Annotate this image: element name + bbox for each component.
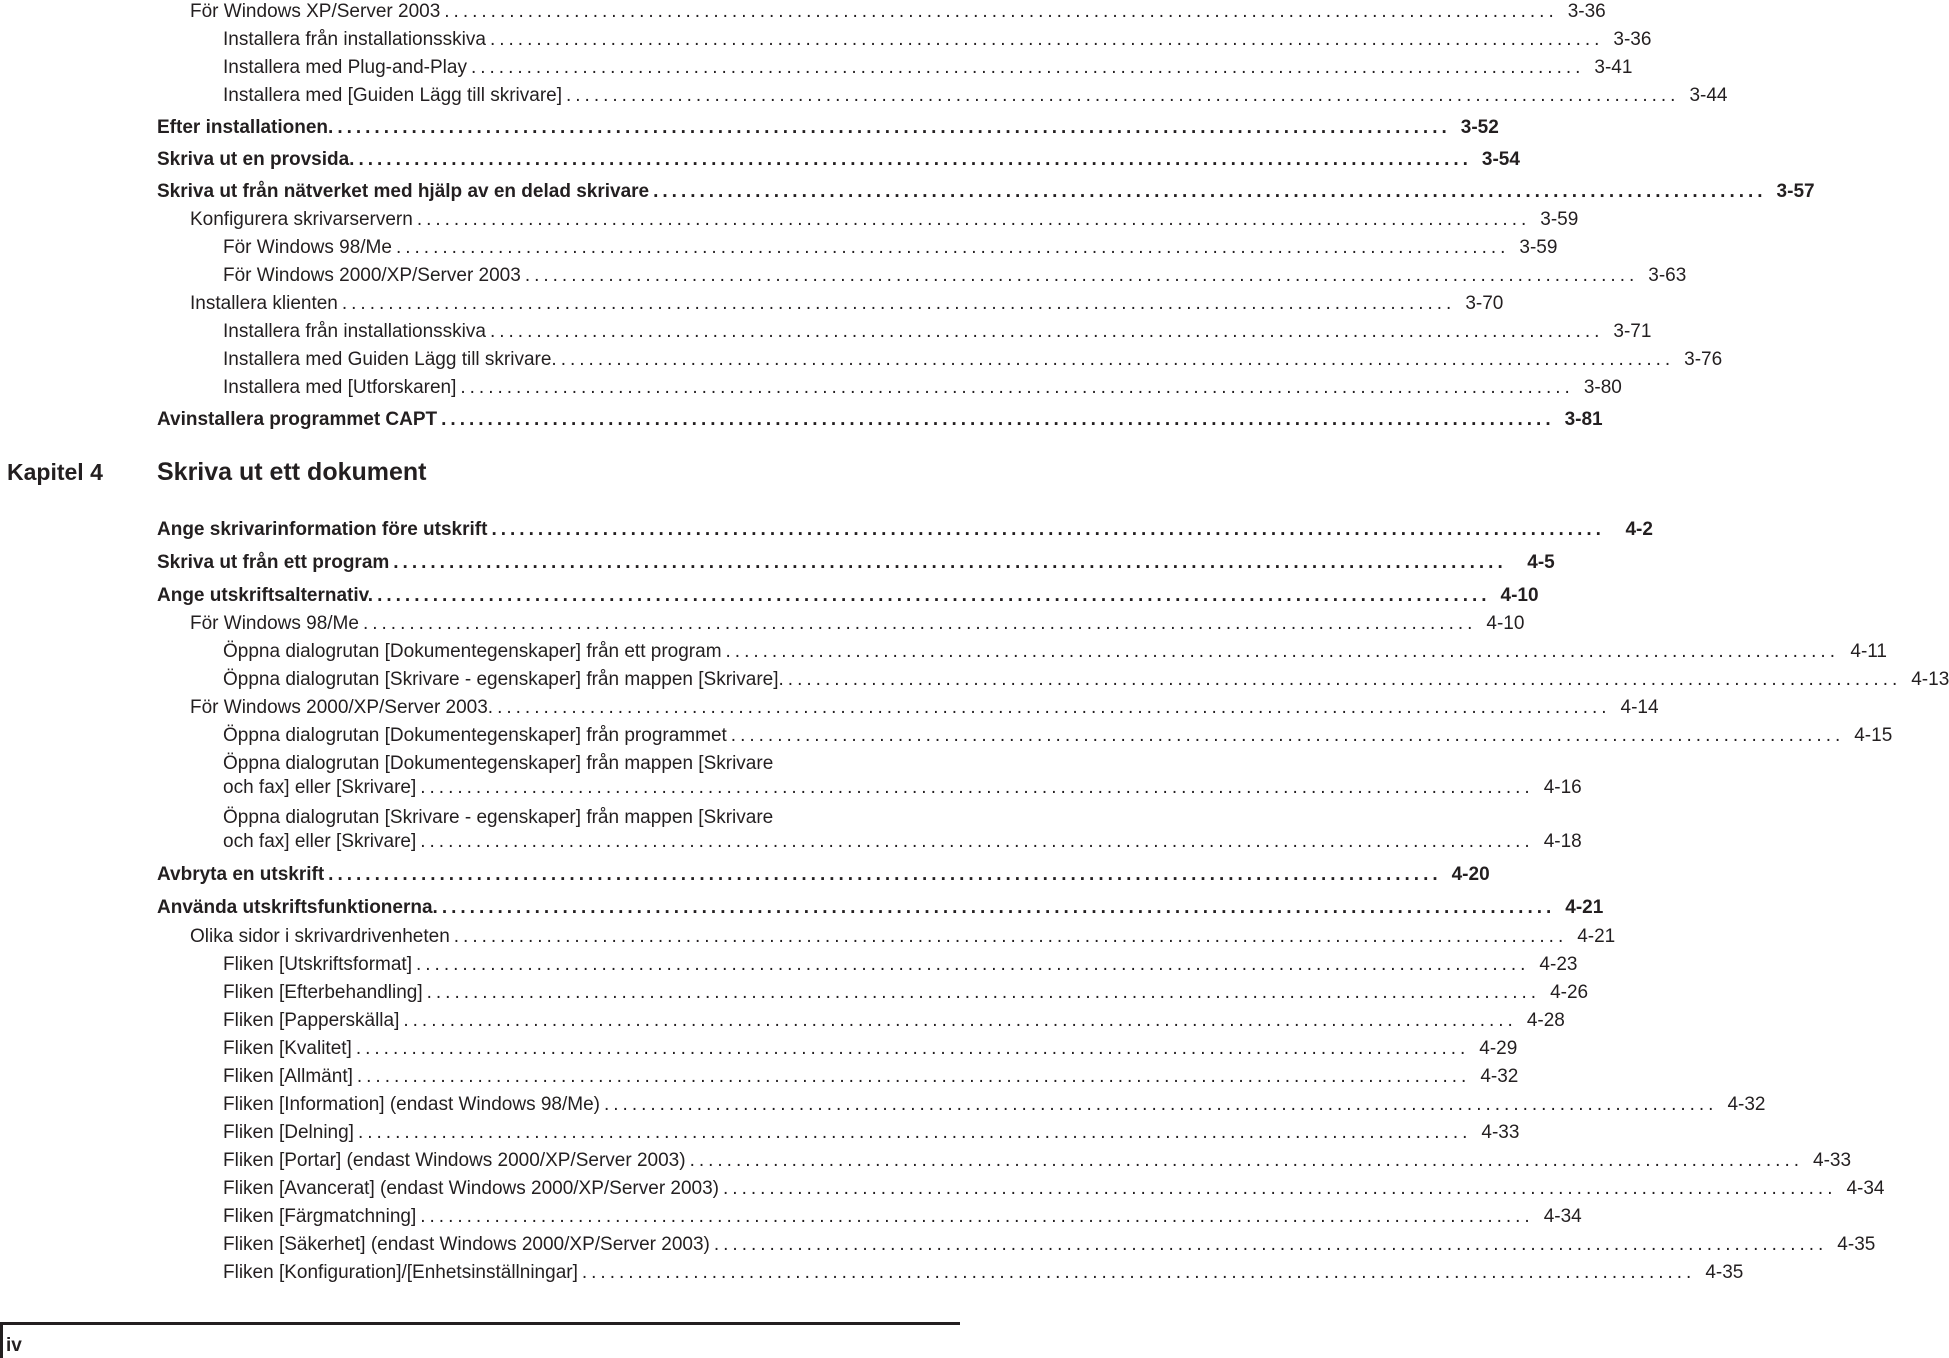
toc-entry[interactable] (223, 348, 1723, 372)
toc-entry[interactable] (223, 1121, 1520, 1145)
toc-entry-title: och fax] eller [Skrivare] (223, 831, 417, 852)
toc-entry-page: 4-33 (1481, 1122, 1520, 1143)
dot-leader: ........................................................................................................................ (444, 1, 1558, 22)
toc-entry-page: 3-80 (1583, 377, 1622, 398)
dot-leader: ........................................................................................................................ (489, 29, 1604, 50)
toc-entry[interactable] (223, 28, 1652, 52)
toc-entry-page: 3-57 (1776, 181, 1815, 202)
dot-leader: ........................................................................................................................ (497, 697, 1611, 718)
toc-entry[interactable] (223, 1037, 1518, 1061)
toc-entry-page: 3-81 (1564, 409, 1603, 430)
toc-entry[interactable] (157, 896, 1604, 920)
dot-leader: ........................................................................................................................ (415, 954, 1530, 975)
toc-entry[interactable] (190, 696, 1659, 720)
toc-entry-page: 4-5 (1527, 552, 1555, 573)
toc-entry-page: 4-20 (1451, 864, 1490, 885)
toc-entry-title: Skriva ut från nätverket med hjälp av en delad skrivare (157, 181, 650, 202)
toc-entry-title: Efter installationen. (157, 117, 334, 138)
dot-leader: ........................................................................................................................ (341, 293, 1456, 314)
toc-entry-title: och fax] eller [Skrivare] (223, 777, 417, 798)
toc-entry-page: 4-35 (1705, 1262, 1744, 1283)
toc-entry[interactable] (223, 1261, 1744, 1285)
toc-entry[interactable] (157, 518, 1653, 542)
dot-leader: ........................................................................................................................ (403, 1010, 1517, 1031)
dot-leader: ........................................................................................................................ (560, 349, 1675, 370)
toc-entry-title: För Windows 98/Me (190, 613, 359, 634)
toc-entry-title: Fliken [Färgmatchning] (223, 1206, 417, 1227)
toc-entry[interactable] (223, 376, 1622, 400)
dot-leader: ........................................................................................................................ (604, 1094, 1718, 1115)
toc-entry-page: 4-32 (1727, 1094, 1766, 1115)
toc-entry-title: Installera från installationsskiva (223, 321, 486, 342)
toc-entry-page: 4-32 (1480, 1066, 1519, 1087)
toc-entry-page: 4-16 (1543, 777, 1582, 798)
dot-leader: ........................................................................................................................ (470, 57, 1585, 78)
dot-leader: ........................................................................................................................ (787, 669, 1902, 690)
chapter-title: Skriva ut ett dokument (157, 458, 427, 486)
toc-entry[interactable] (190, 925, 1616, 949)
toc-entry[interactable] (223, 1093, 1766, 1117)
toc-entry-page: 3-71 (1613, 321, 1652, 342)
toc-entry-title: Skriva ut från ett program (157, 552, 390, 573)
toc-entry-page: 4-15 (1854, 725, 1893, 746)
dot-leader: ........................................................................................................................ (356, 1066, 1471, 1087)
toc-entry[interactable] (157, 148, 1520, 172)
dot-leader: ........................................................................................................................ (420, 1206, 1534, 1227)
footer-tick (0, 1322, 3, 1358)
toc-entry-title: Installera med Plug-and-Play (223, 57, 467, 78)
dot-leader: ........................................................................................................................ (426, 982, 1541, 1003)
toc-entry[interactable] (157, 180, 1815, 204)
toc-entry[interactable] (223, 264, 1687, 288)
dot-leader: ........................................................................................................................ (689, 1150, 1804, 1171)
toc-entry-title: Ange skrivarinformation före utskrift (157, 519, 488, 540)
dot-leader: ........................................................................................................................ (337, 117, 1451, 138)
dot-leader: ........................................................................................................................ (489, 321, 1604, 342)
toc-entry-title: Fliken [Avancerat] (endast Windows 2000/XP/Server 2003) (223, 1178, 720, 1199)
toc-entry-page: 4-33 (1813, 1150, 1852, 1171)
toc-entry-title: Fliken [Information] (endast Windows 98/Me) (223, 1094, 600, 1115)
toc-entry[interactable] (223, 1177, 1885, 1201)
dot-leader: ........................................................................................................................ (460, 377, 1574, 398)
toc-entry-page: 4-13 (1911, 669, 1949, 690)
toc-entry-title: Öppna dialogrutan [Dokumentegenskaper] från programmet (223, 725, 727, 746)
toc-entry-title: Konfigurera skrivarservern (190, 209, 413, 230)
toc-entry[interactable] (157, 408, 1603, 432)
toc-entry-page: 4-34 (1846, 1178, 1885, 1199)
toc-entry-page: 4-29 (1479, 1038, 1518, 1059)
dot-leader: ........................................................................................................................ (377, 585, 1491, 606)
toc-entry-title: Installera från installationsskiva (223, 29, 486, 50)
toc-entry-title: Olika sidor i skrivardrivenheten (190, 926, 450, 947)
toc-entry-title: Ange utskriftsalternativ. (157, 585, 374, 606)
toc-entry-title: Installera med [Utforskaren] (223, 377, 457, 398)
toc-entry-title: Fliken [Efterbehandling] (223, 982, 423, 1003)
toc-entry[interactable] (223, 752, 1582, 800)
toc-entry-title: Fliken [Delning] (223, 1122, 354, 1143)
toc-entry-page: 4-11 (1850, 641, 1887, 662)
dot-leader: ........................................................................................................................ (416, 209, 1531, 230)
dot-leader: ........................................................................................................................ (730, 725, 1845, 746)
dot-leader: ........................................................................................................................ (362, 613, 1477, 634)
toc-entry-title: Öppna dialogrutan [Dokumentegenskaper] från ett program (223, 641, 722, 662)
dot-leader: ........................................................................................................................ (524, 265, 1639, 286)
dot-leader: ........................................................................................................................ (653, 181, 1767, 202)
toc-entry[interactable] (223, 1065, 1519, 1089)
toc-entry-title: Fliken [Utskriftsformat] (223, 954, 412, 975)
dot-leader: ........................................................................................................................ (395, 237, 1510, 258)
toc-entry-page: 3-36 (1613, 29, 1652, 50)
toc-entry[interactable] (223, 1149, 1852, 1173)
dot-leader: ........................................................................................................................ (357, 1122, 1472, 1143)
toc-entry-title: Skriva ut en provsida. (157, 149, 355, 170)
dot-leader: ........................................................................................................................ (581, 1262, 1696, 1283)
dot-leader: ........................................................................................................................ (420, 777, 1534, 798)
toc-entry-page: 3-70 (1465, 293, 1504, 314)
toc-entry-page: 4-21 (1577, 926, 1616, 947)
toc-entry[interactable] (223, 1009, 1565, 1033)
toc-entry-title: För Windows 2000/XP/Server 2003 (223, 265, 521, 286)
dot-leader: ........................................................................................................................ (420, 831, 1534, 852)
toc-entry-title: Fliken [Portar] (endast Windows 2000/XP/Server 2003) (223, 1150, 686, 1171)
toc-entry-title: Fliken [Kvalitet] (223, 1038, 352, 1059)
toc-entry-page: 4-2 (1625, 519, 1653, 540)
dot-leader: ........................................................................................................................ (723, 1178, 1837, 1199)
toc-entry-page: 3-52 (1460, 117, 1499, 138)
toc-entry-title: För Windows XP/Server 2003 (190, 1, 441, 22)
dot-leader: ........................................................................................................................ (713, 1234, 1828, 1255)
toc-entry[interactable] (157, 116, 1499, 140)
dot-leader: ........................................................................................................................ (725, 641, 1839, 662)
toc-entry[interactable] (223, 1205, 1582, 1229)
dot-leader: ........................................................................................................................ (355, 1038, 1470, 1059)
dot-leader: ........................................................................................................................ (566, 85, 1680, 106)
toc-entry-title-line1: Öppna dialogrutan [Dokumentegenskaper] från mappen [Skrivare (223, 753, 774, 774)
dot-leader: ........................................................................................................................ (491, 519, 1605, 540)
toc-entry-page: 4-18 (1543, 831, 1582, 852)
toc-entry-page: 3-54 (1481, 149, 1520, 170)
page-number: iv (6, 1335, 22, 1356)
toc-entry[interactable] (190, 208, 1579, 232)
toc-entry[interactable] (223, 236, 1558, 260)
toc-entry-title: För Windows 98/Me (223, 237, 392, 258)
toc-entry-page: 4-34 (1543, 1206, 1582, 1227)
chapter-label: Kapitel 4 (7, 459, 103, 485)
toc-entry-title: Fliken [Säkerhet] (endast Windows 2000/XP/Server 2003) (223, 1234, 710, 1255)
dot-leader: ........................................................................................................................ (393, 552, 1507, 573)
toc-entry-title: Avinstallera programmet CAPT (157, 409, 438, 430)
toc-entry[interactable] (157, 551, 1555, 575)
toc-entry-page: 3-76 (1684, 349, 1723, 370)
toc-entry-page: 4-26 (1550, 982, 1589, 1003)
toc-entry-title: Avbryta en utskrift (157, 864, 325, 885)
toc-entry[interactable] (157, 863, 1490, 887)
toc-entry[interactable] (223, 84, 1728, 108)
dot-leader: ........................................................................................................................ (441, 409, 1555, 430)
toc-entry[interactable] (190, 292, 1504, 316)
toc-entry[interactable] (223, 640, 1887, 664)
toc-entry-page: 3-41 (1594, 57, 1633, 78)
dot-leader: ........................................................................................................................ (453, 926, 1568, 947)
toc-entry[interactable] (190, 0, 1606, 24)
toc-entry[interactable] (223, 981, 1589, 1005)
toc-entry-title: Öppna dialogrutan [Skrivare - egenskaper] från mappen [Skrivare]. (223, 669, 784, 690)
toc-entry-title: Använda utskriftsfunktionerna. (157, 897, 438, 918)
dot-leader: ........................................................................................................................ (328, 864, 1442, 885)
toc-entry-page: 3-63 (1648, 265, 1687, 286)
toc-entry-title: Installera med Guiden Lägg till skrivare. (223, 349, 557, 370)
toc-entry[interactable] (157, 584, 1539, 608)
toc-entry-title: Fliken [Konfiguration]/[Enhetsinställningar] (223, 1262, 578, 1283)
toc-entry[interactable] (223, 806, 1582, 854)
toc-entry-title-line1: Öppna dialogrutan [Skrivare - egenskaper] från mappen [Skrivare (223, 807, 774, 828)
dot-leader: ........................................................................................................................ (441, 897, 1556, 918)
toc-entry[interactable] (190, 612, 1525, 636)
toc-entry[interactable] (223, 668, 1949, 692)
toc-entry-title: Installera med [Guiden Lägg till skrivare] (223, 85, 562, 106)
toc-entry-page: 3-44 (1689, 85, 1728, 106)
toc-entry-title: Fliken [Papperskälla] (223, 1010, 400, 1031)
toc-entry-title: För Windows 2000/XP/Server 2003. (190, 697, 494, 718)
footer-rule (0, 1322, 960, 1325)
toc-entry-page: 4-35 (1837, 1234, 1876, 1255)
toc-entry-page: 4-21 (1565, 897, 1604, 918)
toc-entry-page: 4-10 (1486, 613, 1525, 634)
toc-entry-title: Fliken [Allmänt] (223, 1066, 353, 1087)
toc-entry-page: 4-14 (1620, 697, 1659, 718)
dot-leader: ........................................................................................................................ (358, 149, 1472, 170)
toc-entry[interactable] (223, 56, 1633, 80)
toc-entry[interactable] (223, 724, 1893, 748)
toc-entry-page: 3-59 (1519, 237, 1558, 258)
toc-entry[interactable] (223, 320, 1652, 344)
toc-entry-page: 4-10 (1500, 585, 1539, 606)
toc-entry-page: 3-36 (1567, 1, 1606, 22)
toc-entry[interactable] (223, 1233, 1876, 1257)
toc-entry-page: 3-59 (1540, 209, 1579, 230)
toc-entry-page: 4-23 (1539, 954, 1578, 975)
toc-entry-title: Installera klienten (190, 293, 338, 314)
toc-entry[interactable] (223, 953, 1578, 977)
toc-entry-page: 4-28 (1526, 1010, 1565, 1031)
